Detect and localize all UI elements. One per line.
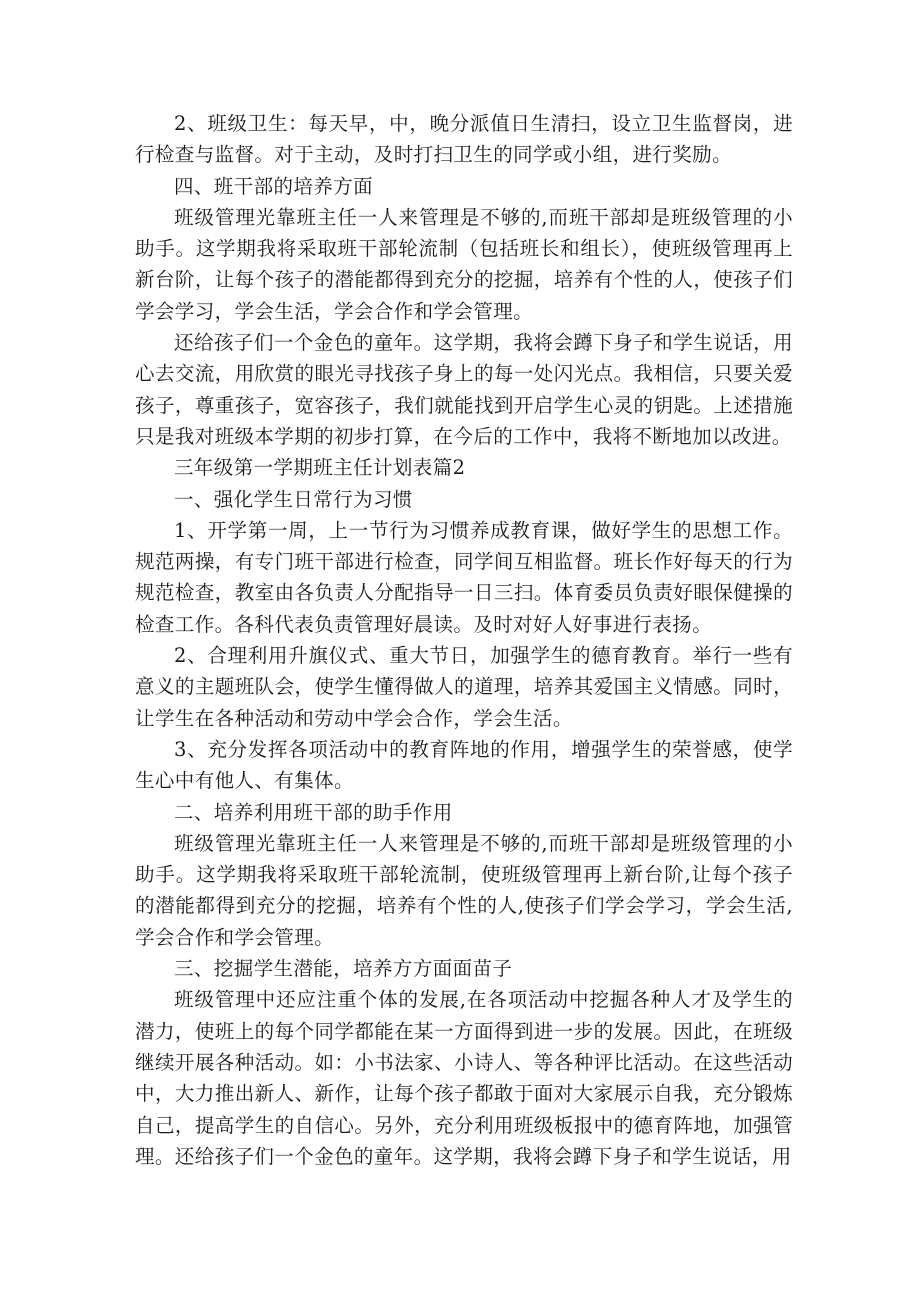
paragraph-moral-education: 2、合理利用升旗仪式、重大节日，加强学生的德育教育。举行一些有意义的主题班队会，使学生懂得做人的道理，培养其爱国主义情感。同时，让学生在各种活动和劳动中学会合作，学会生活。 — [135, 644, 793, 730]
paragraph-activity-positions: 3、充分发挥各项活动中的教育阵地的作用，增强学生的荣誉感，使学生心中有他人、有集体。 — [135, 737, 793, 793]
paragraph-individual-development: 班级管理中还应注重个体的发展,在各项活动中挖掘各种人才及学生的潜力，使班上的每个同学都能在某一方面得到进一步的发展。因此，在班级继续开展各种活动。如：小书法家、小诗人、等各种评比活动。在这些活动中，大力推出新人、新作，让每个孩子都敢于面对大家展示自我，充分锻炼自己，提高学生的自信心。另外，充分利用班级板报中的德育阵地，加强管理。还给孩子们一个金色的童年。这学期，我将会蹲下身子和学生说话，用 — [135, 988, 793, 1168]
heading-cadre-assistant: 二、培养利用班干部的助手作用 — [174, 800, 453, 824]
paragraph-cadre-rotation-2: 班级管理光靠班主任一人来管理是不够的,而班干部却是班级管理的小助手。这学期我将采取班干部轮流制，使班级管理再上新台阶,让每个孩子的潜能都得到充分的挖掘，培养有个性的人,使孩子们学会学习，学会生活,学会合作和学会管理。 — [135, 831, 793, 949]
heading-class-cadre-training: 四、班干部的培养方面 — [174, 174, 374, 198]
paragraph-classroom-hygiene: 2、班级卫生：每天早，中，晚分派值日生清扫，设立卫生监督岗，进行检查与监督。对于主动，及时打扫卫生的同学或小组，进行奖励。 — [135, 112, 793, 167]
heading-student-potential: 三、挖掘学生潜能，培养方方面面苗子 — [174, 957, 513, 981]
paragraph-first-week: 1、开学第一周，上一节行为习惯养成教育课，做好学生的思想工作。规范两操，有专门班干部进行检查，同学间互相监督。班长作好每天的行为规范检查，教室由各负责人分配指导一日三扫。体育委员负责好眼保健操的检查工作。各科代表负责管理好晨读。及时对好人好事进行表扬。 — [135, 518, 793, 636]
paragraph-golden-childhood: 还给孩子们一个金色的童年。这学期，我将会蹲下身子和学生说话，用心去交流，用欣赏的眼光寻找孩子身上的每一处闪光点。我相信，只要关爱孩子，尊重孩子，宽容孩子，我们就能找到开启学生心灵的钥匙。上述措施只是我对班级本学期的初步打算，在今后的工作中，我将不断地加以改进。 — [135, 331, 793, 448]
section-title-plan-2: 三年级第一学期班主任计划表篇2 — [174, 456, 466, 480]
paragraph-cadre-rotation: 班级管理光靠班主任一人来管理是不够的,而班干部却是班级管理的小助手。这学期我将采取班干部轮流制（包括班长和组长），使班级管理再上新台阶，让每个孩子的潜能都得到充分的挖掘，培养有个性的人，使孩子们学会学习，学会生活，学会合作和学会管理。 — [135, 205, 793, 323]
document-body — [135, 108, 793, 1172]
heading-daily-habits: 一、强化学生日常行为习惯 — [174, 487, 413, 511]
